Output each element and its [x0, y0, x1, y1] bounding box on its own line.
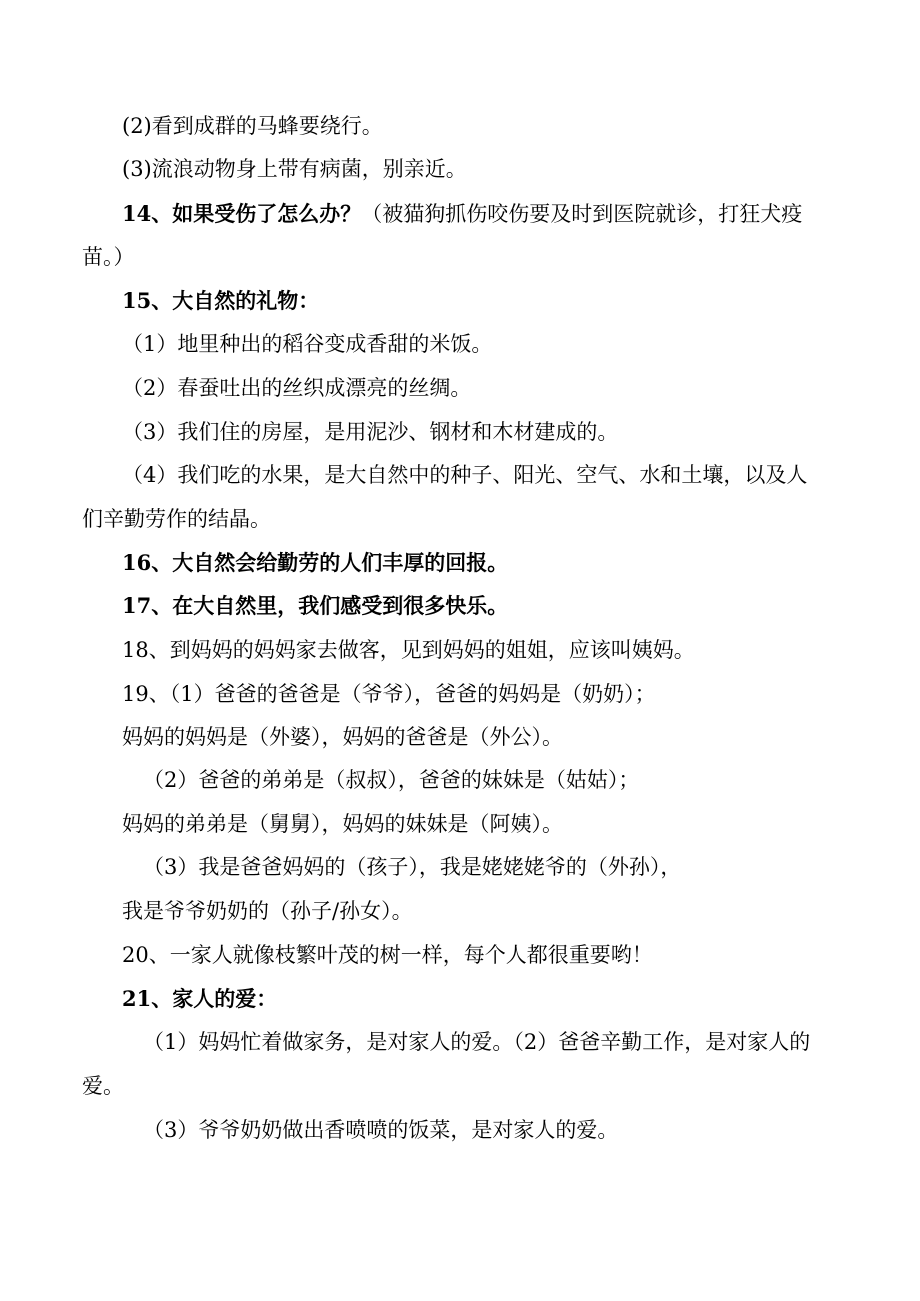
line-text: （1）妈妈忙着做家务，是对家人的爱。（2）爸爸辛勤工作，是对家人的 — [143, 1030, 811, 1054]
text-line — [143, 853, 681, 881]
text-line — [122, 461, 807, 489]
line-text: 妈妈的妈妈是（外婆），妈妈的爸爸是（外公）。 — [122, 725, 563, 749]
line-text: （3）我是爸爸妈妈的（孩子），我是姥姥姥爷的（外孙）， — [143, 855, 682, 879]
section-heading: 14、如果受伤了怎么办？ — [122, 201, 362, 226]
line-text: 妈妈的弟弟是（舅舅），妈妈的妹妹是（阿姨）。 — [122, 812, 563, 836]
text-line — [143, 1116, 618, 1144]
text-line — [122, 941, 653, 969]
text-line — [122, 155, 467, 183]
line-text: （3）爷爷奶奶做出香喷喷的饭菜，是对家人的爱。 — [143, 1118, 619, 1142]
line-text: 19、（1）爸爸的爸爸是（爷爷），爸爸的妈妈是（奶奶）； — [122, 682, 656, 706]
text-line — [122, 287, 319, 315]
line-text: (3)流浪动物身上带有病菌，别亲近。 — [122, 157, 467, 181]
text-line — [82, 243, 135, 271]
text-line — [122, 636, 695, 664]
text-line — [122, 592, 508, 620]
text-line — [122, 897, 413, 925]
line-text: 20、一家人就像枝繁叶茂的树一样，每个人都很重要哟！ — [122, 943, 653, 967]
line-text: 爱。 — [82, 1074, 124, 1098]
text-line — [122, 985, 277, 1013]
text-line — [122, 330, 492, 358]
text-line — [122, 549, 508, 577]
text-line — [143, 766, 639, 794]
line-text: （3）我们住的房屋，是用泥沙、钢材和木材建成的。 — [122, 420, 619, 444]
text-line — [82, 1072, 124, 1100]
line-text: （2）春蚕吐出的丝织成漂亮的丝绸。 — [122, 376, 472, 400]
line-text: (2)看到成群的马蜂要绕行。 — [122, 114, 383, 138]
text-line — [122, 680, 656, 708]
section-heading: 15、大自然的礼物： — [122, 288, 320, 313]
line-text: 苗。） — [82, 245, 135, 269]
line-text: 18、到妈妈的妈妈家去做客，见到妈妈的姐姐，应该叫姨妈。 — [122, 638, 695, 662]
text-line — [122, 810, 563, 838]
text-line — [143, 1028, 810, 1056]
text-line — [122, 418, 618, 446]
line-text: （被猫狗抓伤咬伤要及时到医院就诊，打狂犬疫 — [361, 202, 803, 226]
section-heading: 17、在大自然里，我们感受到很多快乐。 — [122, 593, 509, 618]
line-text: 我是爷爷奶奶的（孙子/孙女）。 — [122, 899, 413, 923]
section-heading: 21、家人的爱： — [122, 986, 278, 1011]
text-line — [122, 200, 802, 228]
text-line — [122, 374, 471, 402]
line-text: 们辛勤劳作的结晶。 — [82, 507, 271, 531]
text-line — [122, 723, 563, 751]
line-text: （1）地里种出的稻谷变成香甜的米饭。 — [122, 332, 493, 356]
line-text: （4）我们吃的水果，是大自然中的种子、阳光、空气、水和土壤，以及人 — [122, 463, 808, 487]
text-line — [82, 505, 271, 533]
section-heading: 16、大自然会给勤劳的人们丰厚的回报。 — [122, 550, 509, 575]
line-text: （2）爸爸的弟弟是（叔叔），爸爸的妹妹是（姑姑）； — [143, 768, 640, 792]
text-line — [122, 112, 383, 140]
